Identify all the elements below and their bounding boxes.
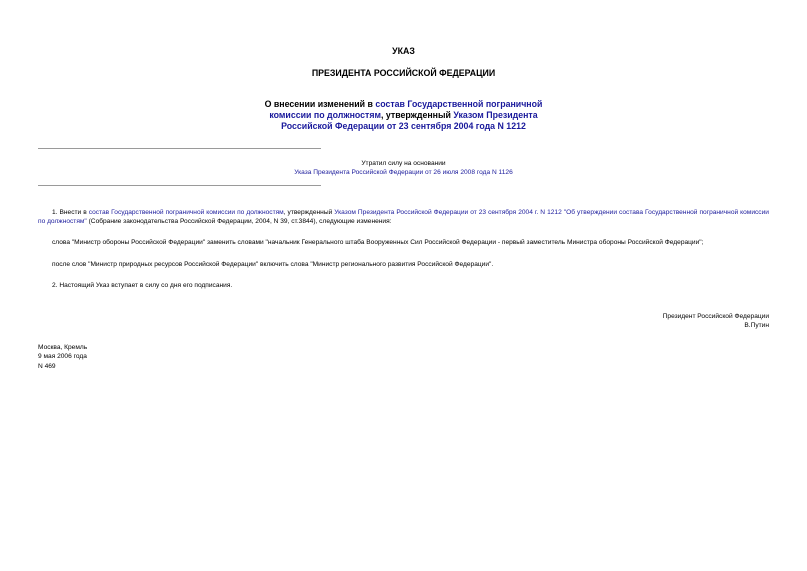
decree-number: N 469 [38, 362, 56, 370]
paragraph-2: слова "Министр обороны Российской Федерации" заменить словами "начальник Генерального штаба Вооруженных Сил Российской Федерации - первый заместитель Министра обороны Российской Федерации"; [52, 239, 704, 246]
signing-place: Москва, Кремль [38, 344, 88, 351]
issuer-heading [0, 68, 807, 79]
title-link-decree[interactable]: Указом Президента [453, 110, 538, 120]
paragraph-1: 1. Внести в состав Государственной пограничной комиссии по должностям, утвержденный Указом Президента Российской Федерации от 23 сентября 2004 г. N 1212 "Об утверждении состава Государственной пограничной комиссии по должностям" (Собрание законодательства Российской Федерации, 2004, N 39, ст.3844), следующие изменения: [38, 209, 769, 226]
commission-composition-link[interactable]: состав Государственной пограничной комиссии по должностям [88, 209, 284, 216]
status-note [0, 159, 807, 178]
signing-date: 9 мая 2006 года [38, 353, 87, 361]
decree-type-heading [0, 46, 807, 57]
title-line-3 [0, 121, 807, 132]
decree-type-text: УКАЗ [392, 46, 415, 56]
document-title [0, 99, 807, 132]
issuer-text: ПРЕЗИДЕНТА РОССИЙСКОЙ ФЕДЕРАЦИИ [311, 68, 496, 78]
title-link-commission-cont[interactable]: комиссии по должностям [269, 110, 381, 120]
signatory-name: В.Путин [744, 322, 769, 330]
title-link-commission[interactable]: состав Государственной пограничной [375, 99, 543, 109]
title-line-1: О внесении изменений в состав Государственной пограничной [264, 99, 543, 109]
decree-1212-link[interactable]: Указом Президента Российской Федерации от 23 сентября 2004 г. N 1212 "Об утверждении состава Государственной пограничной комиссии по должностям" [38, 209, 769, 226]
place-date-block [38, 343, 338, 371]
top-divider [38, 148, 321, 149]
title-link-decree-cont[interactable]: Российской Федерации от 23 сентября 2004 года N 1212 [281, 121, 526, 131]
repealing-decree-link[interactable]: Указа Президента Российской Федерации от 26 июля 2008 года N 1126 [294, 169, 513, 177]
signature-block [440, 312, 769, 331]
signatory-position: Президент Российской Федерации [662, 313, 769, 320]
title-line-2: комиссии по должностям, утвержденный Указом Президента [269, 110, 538, 120]
status-note-text: Утратил силу на основании [361, 160, 446, 167]
paragraph-4: 2. Настоящий Указ вступает в силу со дня его подписания. [52, 282, 233, 289]
paragraph-3: после слов "Министр природных ресурсов Российской Федерации" включить слова "Министр регионального развития Российской Федерации". [52, 261, 494, 268]
bottom-divider [38, 185, 321, 186]
